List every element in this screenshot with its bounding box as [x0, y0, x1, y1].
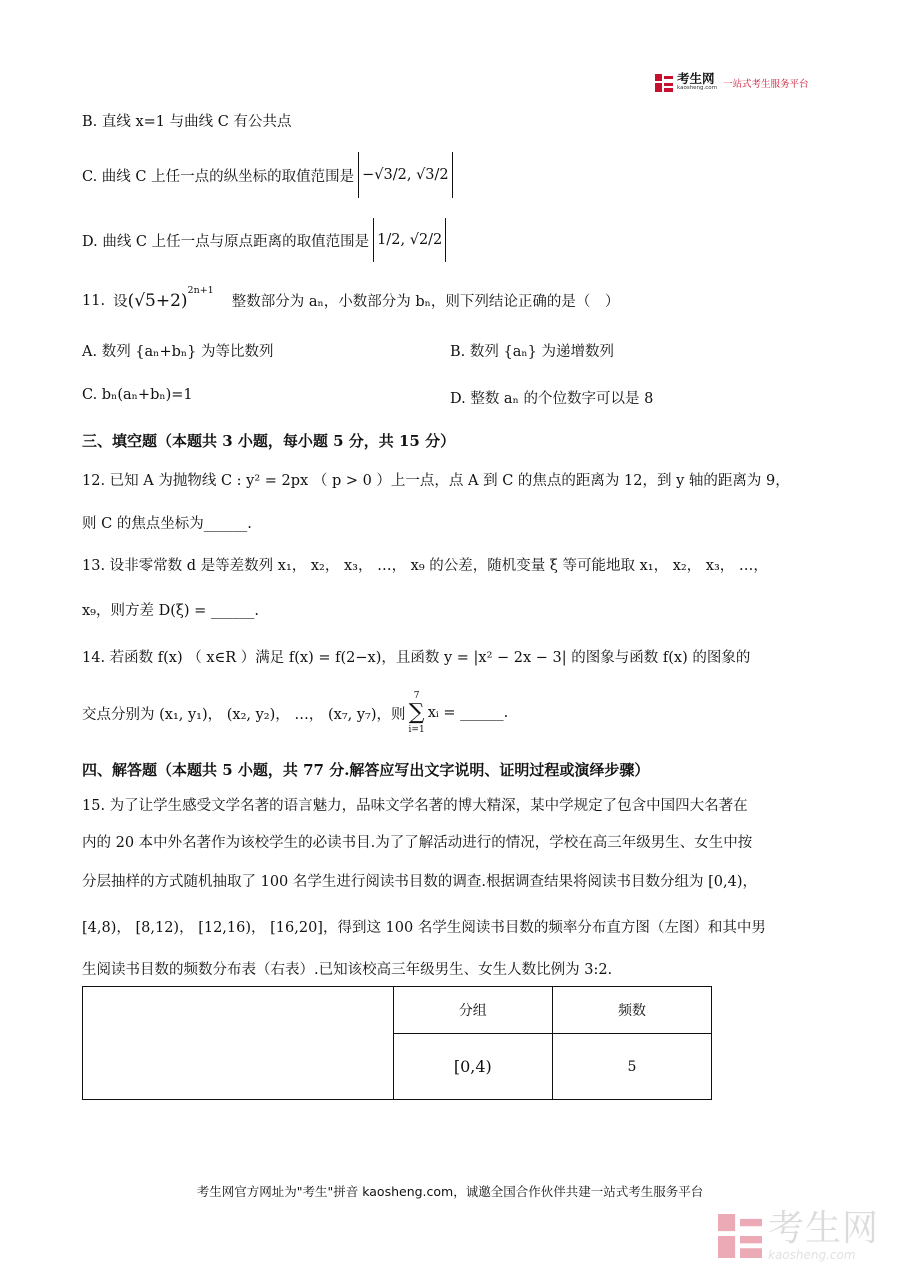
q15-line-1: 15. 为了让学生感受文学名著的语言魅力，品味文学名著的博大精深，某中学规定了包含中国四大名著在: [82, 798, 748, 814]
q10-option-c-lower: −√3/2: [362, 167, 407, 183]
watermark-domain: kaosheng.com: [768, 1248, 856, 1262]
q10-option-d-text: D. 曲线 C 上任一点与原点距离的取值范围是: [82, 233, 370, 250]
q12-line-1: 12. 已知 A 为抛物线 C : y² = 2px （ p > 0 ）上一点，点 A 到 C 的焦点的距离为 12，到 y 轴的距离为 9，: [82, 473, 790, 489]
q10-option-d-lower: 1/2: [377, 232, 401, 248]
q14-sum-bottom: i=1: [408, 725, 425, 735]
q14-sum-symbol: ∑: [408, 700, 425, 725]
logo-domain: kaosheng.com: [677, 85, 718, 91]
frequency-table: [82, 986, 712, 1100]
watermark: [718, 1210, 879, 1262]
table-left-cell: [83, 987, 394, 1100]
page-footer: 考生网官方网址为"考生"拼音 kaosheng.com，诚邀全国合作伙伴共建一站式考生服务平台: [196, 1184, 704, 1199]
q10-option-c-upper: √3/2: [416, 167, 449, 183]
q11-option-c: C. bₙ(aₙ+bₙ)=1: [82, 387, 193, 403]
q10-option-c-interval: −√3/2 , √3/2: [358, 152, 453, 198]
table-cell-group: [0,4): [393, 1034, 552, 1100]
table-cell-count: 5: [552, 1034, 711, 1100]
q10-option-d: [82, 218, 446, 262]
q10-option-b: B. 直线 x=1 与曲线 C 有公共点: [82, 114, 292, 130]
logo-slogan: 一站式考生服务平台: [723, 78, 809, 90]
q13-line-1: 13. 设非零常数 d 是等差数列 x₁， x₂， x₃， …， x₉ 的公差，随机变量 ξ 等可能地取 x₁， x₂， x₃， …，: [82, 558, 768, 574]
q11-stem: [82, 285, 620, 311]
q11-option-b: B. 数列 {aₙ} 为递增数列: [450, 344, 614, 360]
q14-line-1: 14. 若函数 f(x) （ x∈R ）满足 f(x) = f(2−x)，且函数 y = |x² − 2x − 3| 的图象与函数 f(x) 的图象的: [82, 650, 751, 666]
q11-exponent: 2n+1: [187, 285, 214, 296]
q15-line-3: 分层抽样的方式随机抽取了 100 名学生进行阅读书目数的调查.根据调查结果将阅读书目数分组为 [0,4)，: [82, 874, 757, 890]
table-header-row: [83, 987, 712, 1034]
watermark-name: 考生网: [768, 1208, 880, 1249]
table-header-count: 频数: [552, 987, 711, 1034]
section-3-heading: 三、填空题（本题共 3 小题，每小题 5 分，共 15 分）: [82, 432, 456, 450]
logo-name: 考生网: [677, 71, 715, 86]
kaosheng-logo-icon: [655, 74, 673, 92]
q12-line-2: 则 C 的焦点坐标为______.: [82, 516, 252, 532]
q10-option-d-interval: 1/2 , √2/2: [373, 218, 446, 262]
watermark-logo-icon: [718, 1214, 762, 1258]
q11-stem-b: 整数部分为 aₙ，小数部分为 bₙ，则下列结论正确的是（ ）: [231, 294, 620, 310]
section-4-heading: 四、解答题（本题共 5 小题，共 77 分.解答应写出文字说明、证明过程或演绎步骤）: [82, 761, 650, 779]
q13-line-2: x₉，则方差 D(ξ) = ______.: [82, 603, 260, 619]
q14-sum-top: 7: [413, 691, 420, 701]
q10-option-c-text: C. 曲线 C 上任一点的纵坐标的取值范围是: [82, 168, 355, 185]
q10-option-d-upper: √2/2: [409, 232, 443, 248]
q14-line-2b: xᵢ = ______.: [427, 705, 509, 721]
table-header-group: 分组: [393, 987, 552, 1034]
q14-line-2a: 交点分别为 (x₁, y₁)， (x₂, y₂)， …， (x₇, y₇)，则: [82, 706, 406, 723]
q15-line-2: 内的 20 本中外名著作为该校学生的必读书目.为了了解活动进行的情况，学校在高三年级男生、女生中按: [82, 835, 753, 851]
q11-option-d: D. 整数 aₙ 的个位数字可以是 8: [450, 391, 654, 407]
q14-summation: [409, 690, 425, 736]
q11-number: 11.: [82, 292, 106, 309]
q11-option-a: A. 数列 {aₙ+bₙ} 为等比数列: [82, 344, 274, 360]
q15-line-4: [4,8)， [8,12)， [12,16)， [16,20]，得到这 100 名学生阅读书目数的频率分布直方图（左图）和其中男: [82, 920, 766, 936]
header-logo: [655, 73, 809, 92]
q11-stem-a: 设: [113, 294, 128, 310]
q15-line-5: 生阅读书目数的频数分布表（右表）.已知该校高三年级男生、女生人数比例为 3:2.: [82, 962, 613, 978]
q11-expression: (√5+2): [127, 290, 188, 311]
q10-option-c: [82, 152, 453, 198]
q14-line-2: [82, 690, 508, 736]
